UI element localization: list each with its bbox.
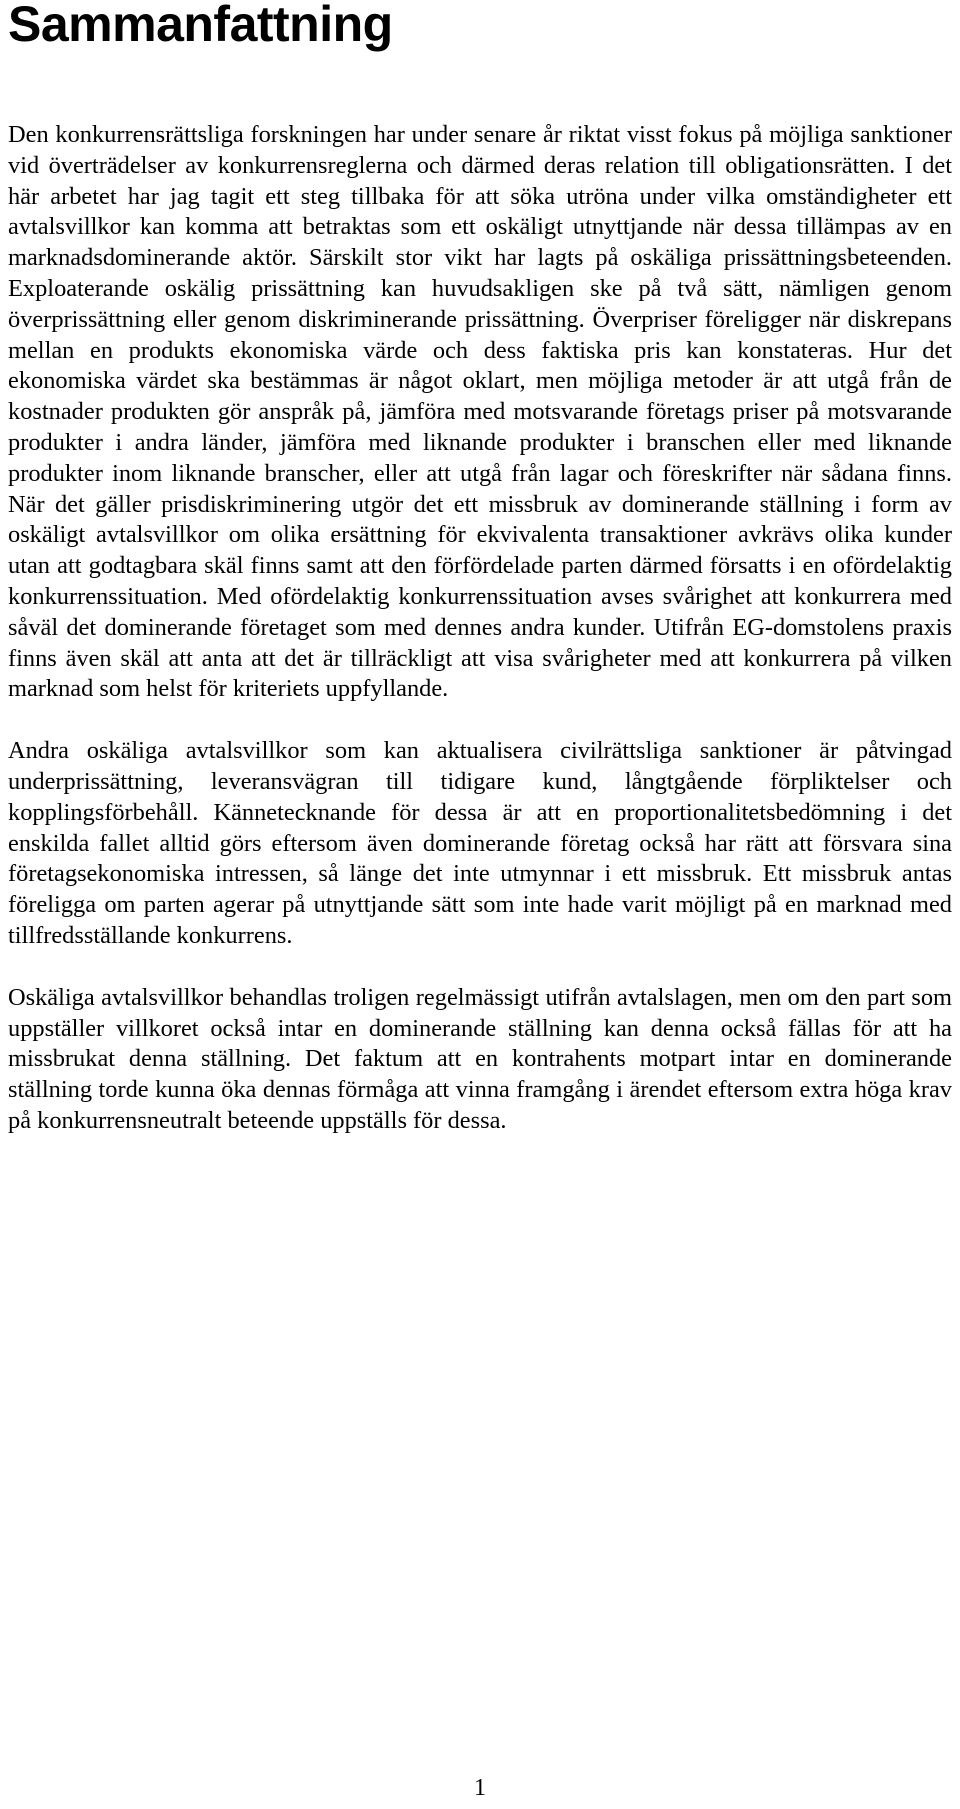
page-title: Sammanfattning — [8, 0, 393, 52]
paragraph-1: Den konkurrensrättsliga forskningen har under senare år riktat visst fokus på möjliga sanktioner vid överträdelser av konkurrensreglerna och därmed deras relation till obligationsrätten. I det här arbetet har jag tagit ett steg tillbaka för att söka utröna under vilka omständigheter ett avtalsvillkor kan komma att betraktas som ett oskäligt utnyttjande när dessa tillämpas av en marknadsdominerande aktör. Särskilt stor vikt har lagts på oskäliga prissättningsbeteenden. Exploaterande oskälig prissättning kan huvudsakligen ske på två sätt, nämligen genom överprissättning eller genom diskriminerande prissättning. Överpriser föreligger när diskrepans mellan en produkts ekonomiska värde och dess faktiska pris kan konstateras. Hur det ekonomiska värdet ska bestämmas är något oklart, men möjliga metoder är att utgå från de kostnader produkten gör anspråk på, jämföra med motsvarande företags priser på motsvarande produkter i andra länder, jämföra med liknande produkter i branschen eller med liknande produkter inom liknande branscher, eller att utgå från lagar och föreskrifter när sådana finns. När det gäller prisdiskriminering utgör det ett missbruk av dominerande ställning i form av oskäligt avtalsvillkor om olika ersättning för ekvivalenta transaktioner avkrävs olika kunder utan att godtagbara skäl finns samt att den förfördelade parten därmed försatts i en ofördelaktig konkurrenssituation. Med ofördelaktig konkurrenssituation avses svårighet att konkurrera med såväl det dominerande företaget som med dennes andra kunder. Utifrån EG-domstolens praxis finns även skäl att anta att det är tillräckligt att visa svårigheter med att konkurrera på vilken marknad som helst för kriteriets uppfyllande. — [8, 121, 952, 703]
paragraph-3: Oskäliga avtalsvillkor behandlas troligen regelmässigt utifrån avtalslagen, men om den part som uppställer villkoret också intar en dominerande ställning kan denna också fällas för att ha missbrukat denna ställning. Det faktum att en kontrahents motpart intar en dominerande ställning torde kunna öka dennas förmåga att vinna framgång i ärendet eftersom extra höga krav på konkurrensneutralt beteende uppställs för dessa. — [8, 983, 952, 1134]
paragraph-2: Andra oskäliga avtalsvillkor som kan aktualisera civilrättsliga sanktioner är påtvingad underprissättning, leveransvägran till tidigare kund, långtgående förpliktelser och kopplingsförbehåll. Kännetecknande för dessa är att en proportionalitetsbedömning i det enskilda fallet alltid görs eftersom även dominerande företag också har rätt att försvara sina företagsekonomiska intressen, så länge det inte utmynnar i ett missbruk. Ett missbruk antas föreligga om parten agerar på utnyttjande sätt som inte hade varit möjligt på en marknad med tillfredsställande konkurrens. — [8, 737, 952, 949]
document-body — [8, 120, 952, 1137]
page-number: 1 — [474, 1775, 486, 1801]
